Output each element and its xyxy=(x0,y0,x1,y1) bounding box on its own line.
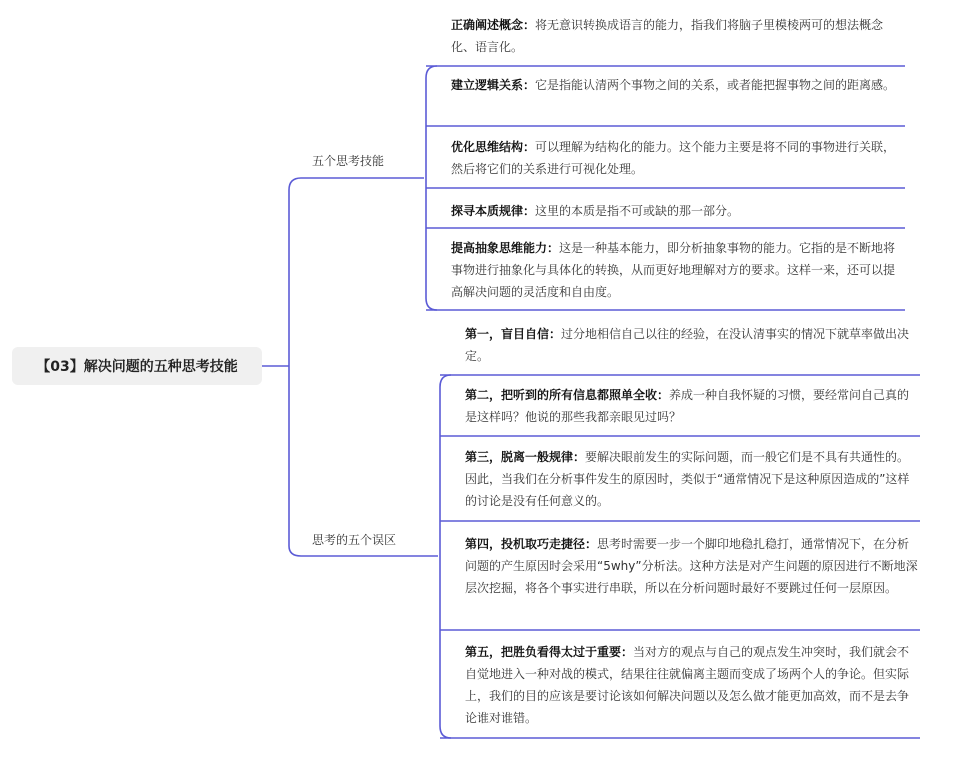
leaf-key: 提高抽象思维能力： xyxy=(451,241,560,255)
leaf-key: 建立逻辑关系： xyxy=(451,78,536,92)
leaf-key: 第四，投机取巧走捷径： xyxy=(465,537,598,551)
leaf-text: 这里的本质是指不可或缺的那一部分。 xyxy=(535,204,740,218)
leaf-text: 过分地相信自己以往的经验，在没认清事实的情况下就草率做出决定。 xyxy=(465,327,910,363)
leaf-key: 第一，盲目自信： xyxy=(465,327,562,341)
leaf-text: 它是指能认清两个事物之间的关系，或者能把握事物之间的距离感。 xyxy=(535,78,896,92)
leaf-key: 第五，把胜负看得太过于重要： xyxy=(465,645,634,659)
leaf-text: 这是一种基本能力，即分析抽象事物的能力。它指的是不断地将事物进行抽象化与具体化的转换，从而更好地理解对方的要求。这样一来，还可以提高解决问题的灵活度和自由度。 xyxy=(451,241,896,299)
leaf-key: 第三，脱离一般规律： xyxy=(465,450,586,464)
trunk-to-skills xyxy=(289,178,424,366)
leaf-pitfall-1[interactable] xyxy=(465,323,920,367)
branch-five-skills[interactable]: 五个思考技能 xyxy=(312,154,385,168)
leaf-skill-2[interactable] xyxy=(451,74,906,96)
leaf-pitfall-3[interactable] xyxy=(465,446,920,512)
trunk-to-pitfalls xyxy=(289,366,438,556)
leaf-skill-5[interactable] xyxy=(451,237,906,303)
leaf-key: 探寻本质规律： xyxy=(451,204,536,218)
leaf-skill-3[interactable] xyxy=(451,136,906,180)
leaf-key: 正确阐述概念： xyxy=(451,18,536,32)
leaf-text: 养成一种自我怀疑的习惯，要经常问自己真的是这样吗？他说的那些我都亲眼见过吗？ xyxy=(465,388,910,424)
leaf-skill-4[interactable] xyxy=(451,200,906,222)
branch-five-pitfalls[interactable]: 思考的五个误区 xyxy=(312,533,397,547)
leaf-pitfall-2[interactable] xyxy=(465,384,920,428)
leaf-key: 第二，把听到的所有信息都照单全收： xyxy=(465,388,670,402)
leaf-text: 可以理解为结构化的能力。这个能力主要是将不同的事物进行关联，然后将它们的关系进行可视化处理。 xyxy=(451,140,896,176)
leaf-text: 将无意识转换成语言的能力，指我们将脑子里模棱两可的想法概念化、语言化。 xyxy=(451,18,884,54)
leaf-key: 优化思维结构： xyxy=(451,140,536,154)
leaf-text: 当对方的观点与自己的观点发生冲突时，我们就会不自觉地进入一种对战的模式，结果往往就偏离主题而变成了场两个人的争论。但实际上，我们的目的应该是要讨论该如何解决问题以及怎么做才能更加高效，而不是去争论谁对谁错。 xyxy=(465,645,910,725)
pitfalls-bracket xyxy=(440,375,451,738)
leaf-text: 思考时需要一步一个脚印地稳扎稳打，通常情况下，在分析问题的产生原因时会采用“5why”分析法。这种方法是对产生问题的原因进行不断地深层次挖掘，将各个事实进行串联，所以在分析问题时最好不要跳过任何一层原因。 xyxy=(465,537,918,595)
leaf-text: 要解决眼前发生的实际问题，而一般它们是不具有共通性的。因此，当我们在分析事件发生的原因时，类似于“通常情况下是这种原因造成的”这样的讨论是没有任何意义的。 xyxy=(465,450,910,508)
leaf-pitfall-5[interactable] xyxy=(465,641,920,729)
leaf-pitfall-4[interactable] xyxy=(465,533,920,599)
root-topic[interactable]: 【03】解决问题的五种思考技能 xyxy=(12,347,262,385)
leaf-skill-1[interactable] xyxy=(451,14,906,58)
